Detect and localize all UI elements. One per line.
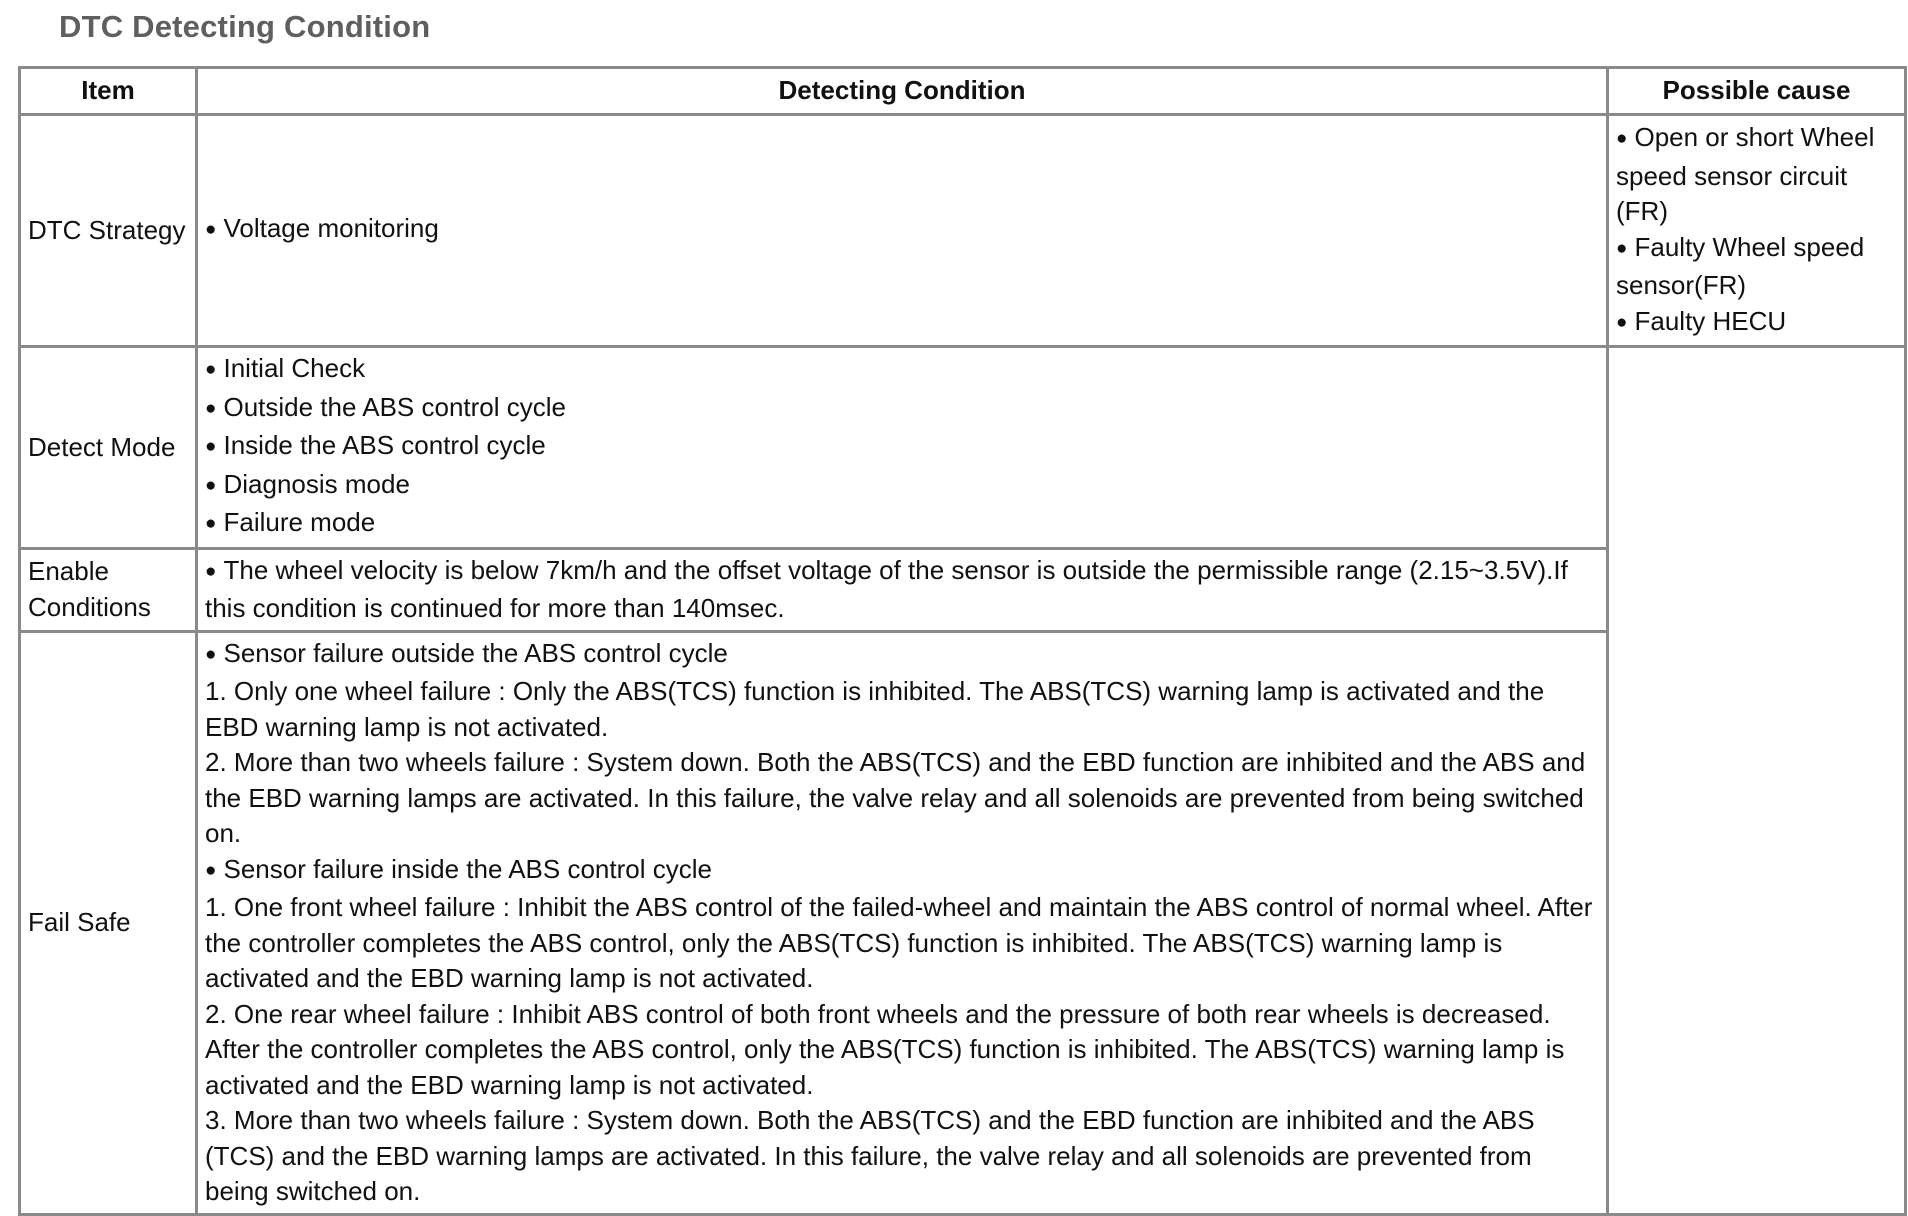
condition-line: ● Voltage monitoring bbox=[205, 211, 1599, 250]
possible-cause-empty-cell bbox=[1608, 347, 1906, 1215]
page-title: DTC Detecting Condition bbox=[59, 9, 431, 44]
condition-cell-detect-mode bbox=[197, 347, 1608, 549]
item-cell-dtc-strategy: DTC Strategy bbox=[20, 115, 197, 347]
table-row-detect-mode bbox=[20, 347, 1906, 549]
condition-line: 2. More than two wheels failure : System down. Both the ABS(TCS) and the EBD function are inhibited and the ABS and the EBD warning lamps are activated. In this failure, the valve relay and all solenoids are prevented from being switched on. bbox=[205, 747, 1586, 848]
condition-line: ● Sensor failure outside the ABS control cycle bbox=[205, 636, 1599, 675]
header-item: Item bbox=[20, 68, 197, 115]
dtc-condition-table bbox=[18, 66, 1907, 1216]
condition-line: ● Failure mode bbox=[205, 505, 1599, 544]
condition-cell-enable-conditions bbox=[197, 548, 1608, 631]
possible-cause-cell bbox=[1608, 115, 1906, 347]
header-possible-cause: Possible cause bbox=[1608, 68, 1906, 115]
table-header-row bbox=[20, 68, 1906, 115]
header-detecting-condition: Detecting Condition bbox=[197, 68, 1608, 115]
condition-line: ● Inside the ABS control cycle bbox=[205, 428, 1599, 467]
table-row-dtc-strategy bbox=[20, 115, 1906, 347]
possible-cause-item: ● Faulty HECU bbox=[1616, 304, 1897, 343]
item-cell-fail-safe: Fail Safe bbox=[20, 631, 197, 1214]
item-cell-enable-conditions: Enable Conditions bbox=[20, 548, 197, 631]
possible-cause-item: ● Faulty Wheel speed sensor(FR) bbox=[1616, 230, 1897, 304]
possible-cause-item: ● Open or short Wheel speed sensor circuit (FR) bbox=[1616, 120, 1897, 230]
condition-line: 1. One front wheel failure : Inhibit the ABS control of the failed-wheel and maintain the ABS control of normal wheel. After the controller completes the ABS control, only the ABS(TCS) function is inhibited. The ABS(TCS) warning lamp is activated and the EBD warning lamp is not activated. bbox=[205, 892, 1593, 993]
condition-line: ● The wheel velocity is below 7km/h and the offset voltage of the sensor is outside the permissible range (2.15~3.5V).If this condition is continued for more than 140msec. bbox=[205, 553, 1599, 627]
condition-line: ● Initial Check bbox=[205, 351, 1599, 390]
condition-cell-dtc-strategy bbox=[197, 115, 1608, 347]
condition-line: 3. More than two wheels failure : System down. Both the ABS(TCS) and the EBD function are inhibited and the ABS (TCS) and the EBD warning lamps are activated. In this failure, the valve relay and all solenoids are prevented from being switched on. bbox=[205, 1105, 1535, 1206]
item-cell-detect-mode: Detect Mode bbox=[20, 347, 197, 549]
condition-line: 2. One rear wheel failure : Inhibit ABS control of both front wheels and the pressure of both rear wheels is decreased. After the controller completes the ABS control, only the ABS(TCS) function is inhibited. The ABS(TCS) warning lamp is activated and the EBD warning lamp is not activated. bbox=[205, 998, 1565, 1100]
condition-line: ● Sensor failure inside the ABS control cycle bbox=[205, 852, 1599, 891]
condition-line: 1. Only one wheel failure : Only the ABS(TCS) function is inhibited. The ABS(TCS) warning lamp is activated and the EBD warning lamp is not activated. bbox=[205, 676, 1545, 742]
condition-line: ● Diagnosis mode bbox=[205, 467, 1599, 506]
condition-cell-fail-safe bbox=[197, 631, 1608, 1214]
condition-line: ● Outside the ABS control cycle bbox=[205, 390, 1599, 429]
